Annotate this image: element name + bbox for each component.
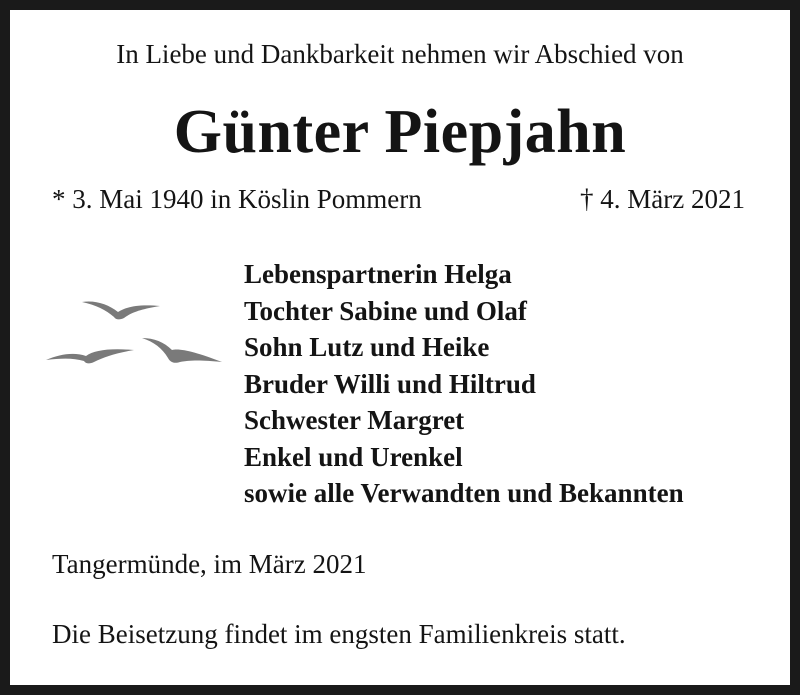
funeral-note: Die Beisetzung findet im engsten Familienkreis statt. [52,619,626,649]
family-member: Bruder Willi und Hiltrud [244,368,536,399]
family-list [244,256,684,512]
bird-icon [46,349,134,363]
death-info: † 4. März 2021 [580,184,745,214]
family-member: sowie alle Verwandten und Bekannten [244,478,684,508]
family-member: Lebenspartnerin Helga [244,259,512,289]
family-member: Sohn Lutz und Heike [244,332,490,362]
bird-icon [142,338,222,363]
intro-text: In Liebe und Dankbarkeit nehmen wir Abschied von [116,39,684,69]
deceased-name: Günter Piepjahn [173,98,627,166]
birth-info: * 3. Mai 1940 in Köslin Pommern [52,184,422,214]
birds-icon [40,290,230,380]
family-member: Schwester Margret [244,405,465,435]
family-member: Enkel und Urenkel [244,441,463,472]
family-member: Tochter Sabine und Olaf [244,295,527,326]
bird-icon [82,301,160,319]
place-date: Tangermünde, im März 2021 [52,549,367,579]
